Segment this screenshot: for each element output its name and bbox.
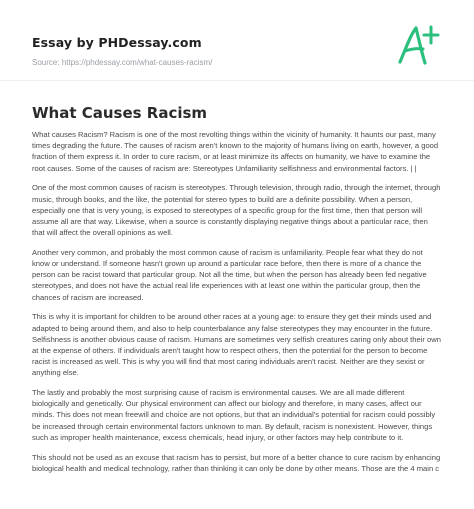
essay-header xyxy=(0,0,474,92)
source-line xyxy=(32,58,212,67)
essay-paragraph: This should not be used as an excuse that racism has to persist, but more of a better chance to cure racism by enhancing biological health and medical technology, rather than thinking it can only be done by other means. Those are the 4 main c xyxy=(32,452,441,473)
essay-paragraph: The lastly and probably the most surprising cause of racism is environmental causes. We are all made different biologically and genetically. Our physical environment can affect our biology and therefore, in many cases, affect our minds. This does not mean freewill and choice are not options, but that an individual's potential for racism could possibly be increased through certain environmental factors unknown to man. By default, racism is nonexistent. However, things such as improper health maintenance, excess chemicals, head injury, or other factors may help contribute to it. xyxy=(32,388,436,442)
brand-title: Essay by PHDessay.com xyxy=(32,35,202,50)
essay-title: What Causes Racism xyxy=(32,104,208,122)
a-plus-icon xyxy=(394,22,442,70)
essay-paragraph: One of the most common causes of racism is stereotypes. Through television, through radio, through the internet, through music, through books, and the like, the potential for stereo types to build are a definite possibility. When a person, especially one that is very young, is exposed to stereotypes of a specific group for the first time, then that person will assume all are that way. Likewise, when a source is constantly displaying negative things about a particular race, then that will affect the overall opinions as well. xyxy=(32,183,441,238)
source-label: Source: xyxy=(32,58,60,67)
essay-paragraph: What causes Racism? Racism is one of the most revolting things within the vicinity of humanity. It haunts our past, many times degrading the future. The causes of racism aren't known to the majority of humans living on earth, however, a good fraction of them express it. In order to cure racism, or at least minimize its affects on humanity, we have to examine the root causes. Some of the causes of racism are: Stereotypes Unfamiliarity selfishness and environmental factors. | | xyxy=(32,130,439,173)
essay-body xyxy=(32,129,442,482)
essay-paragraph: This is why it is important for children to be around other races at a young age: to ensure they get their minds used and adapted to being around them, and also to help counterbalance any false stereotypes they may encounter in the future. Selfishness is another obvious cause of racism. Humans are sometimes very selfish creatures caring only about their own at the expense of others. If individuals aren't taught how to respect others, then the potential for the person to become racist is increased as well. This is why you will find that most caring individuals aren't racist. Neither are they sexist or anything else. xyxy=(32,312,441,378)
header-divider xyxy=(0,80,474,81)
essay-paragraph: Another very common, and probably the most common cause of racism is unfamiliarity. People fear what they do not know or understand. If someone hasn't grown up around a particular race before, then there is more of a chance the person can be racist toward that particular group. Not all the time, but when the person has already been fed negative stereotypes, and does not have the actual real life experiences with at least one within the particular group, then the chances of racism are increased. xyxy=(32,247,427,302)
source-link[interactable]: https://phdessay.com/what-causes-racism/ xyxy=(61,58,213,67)
